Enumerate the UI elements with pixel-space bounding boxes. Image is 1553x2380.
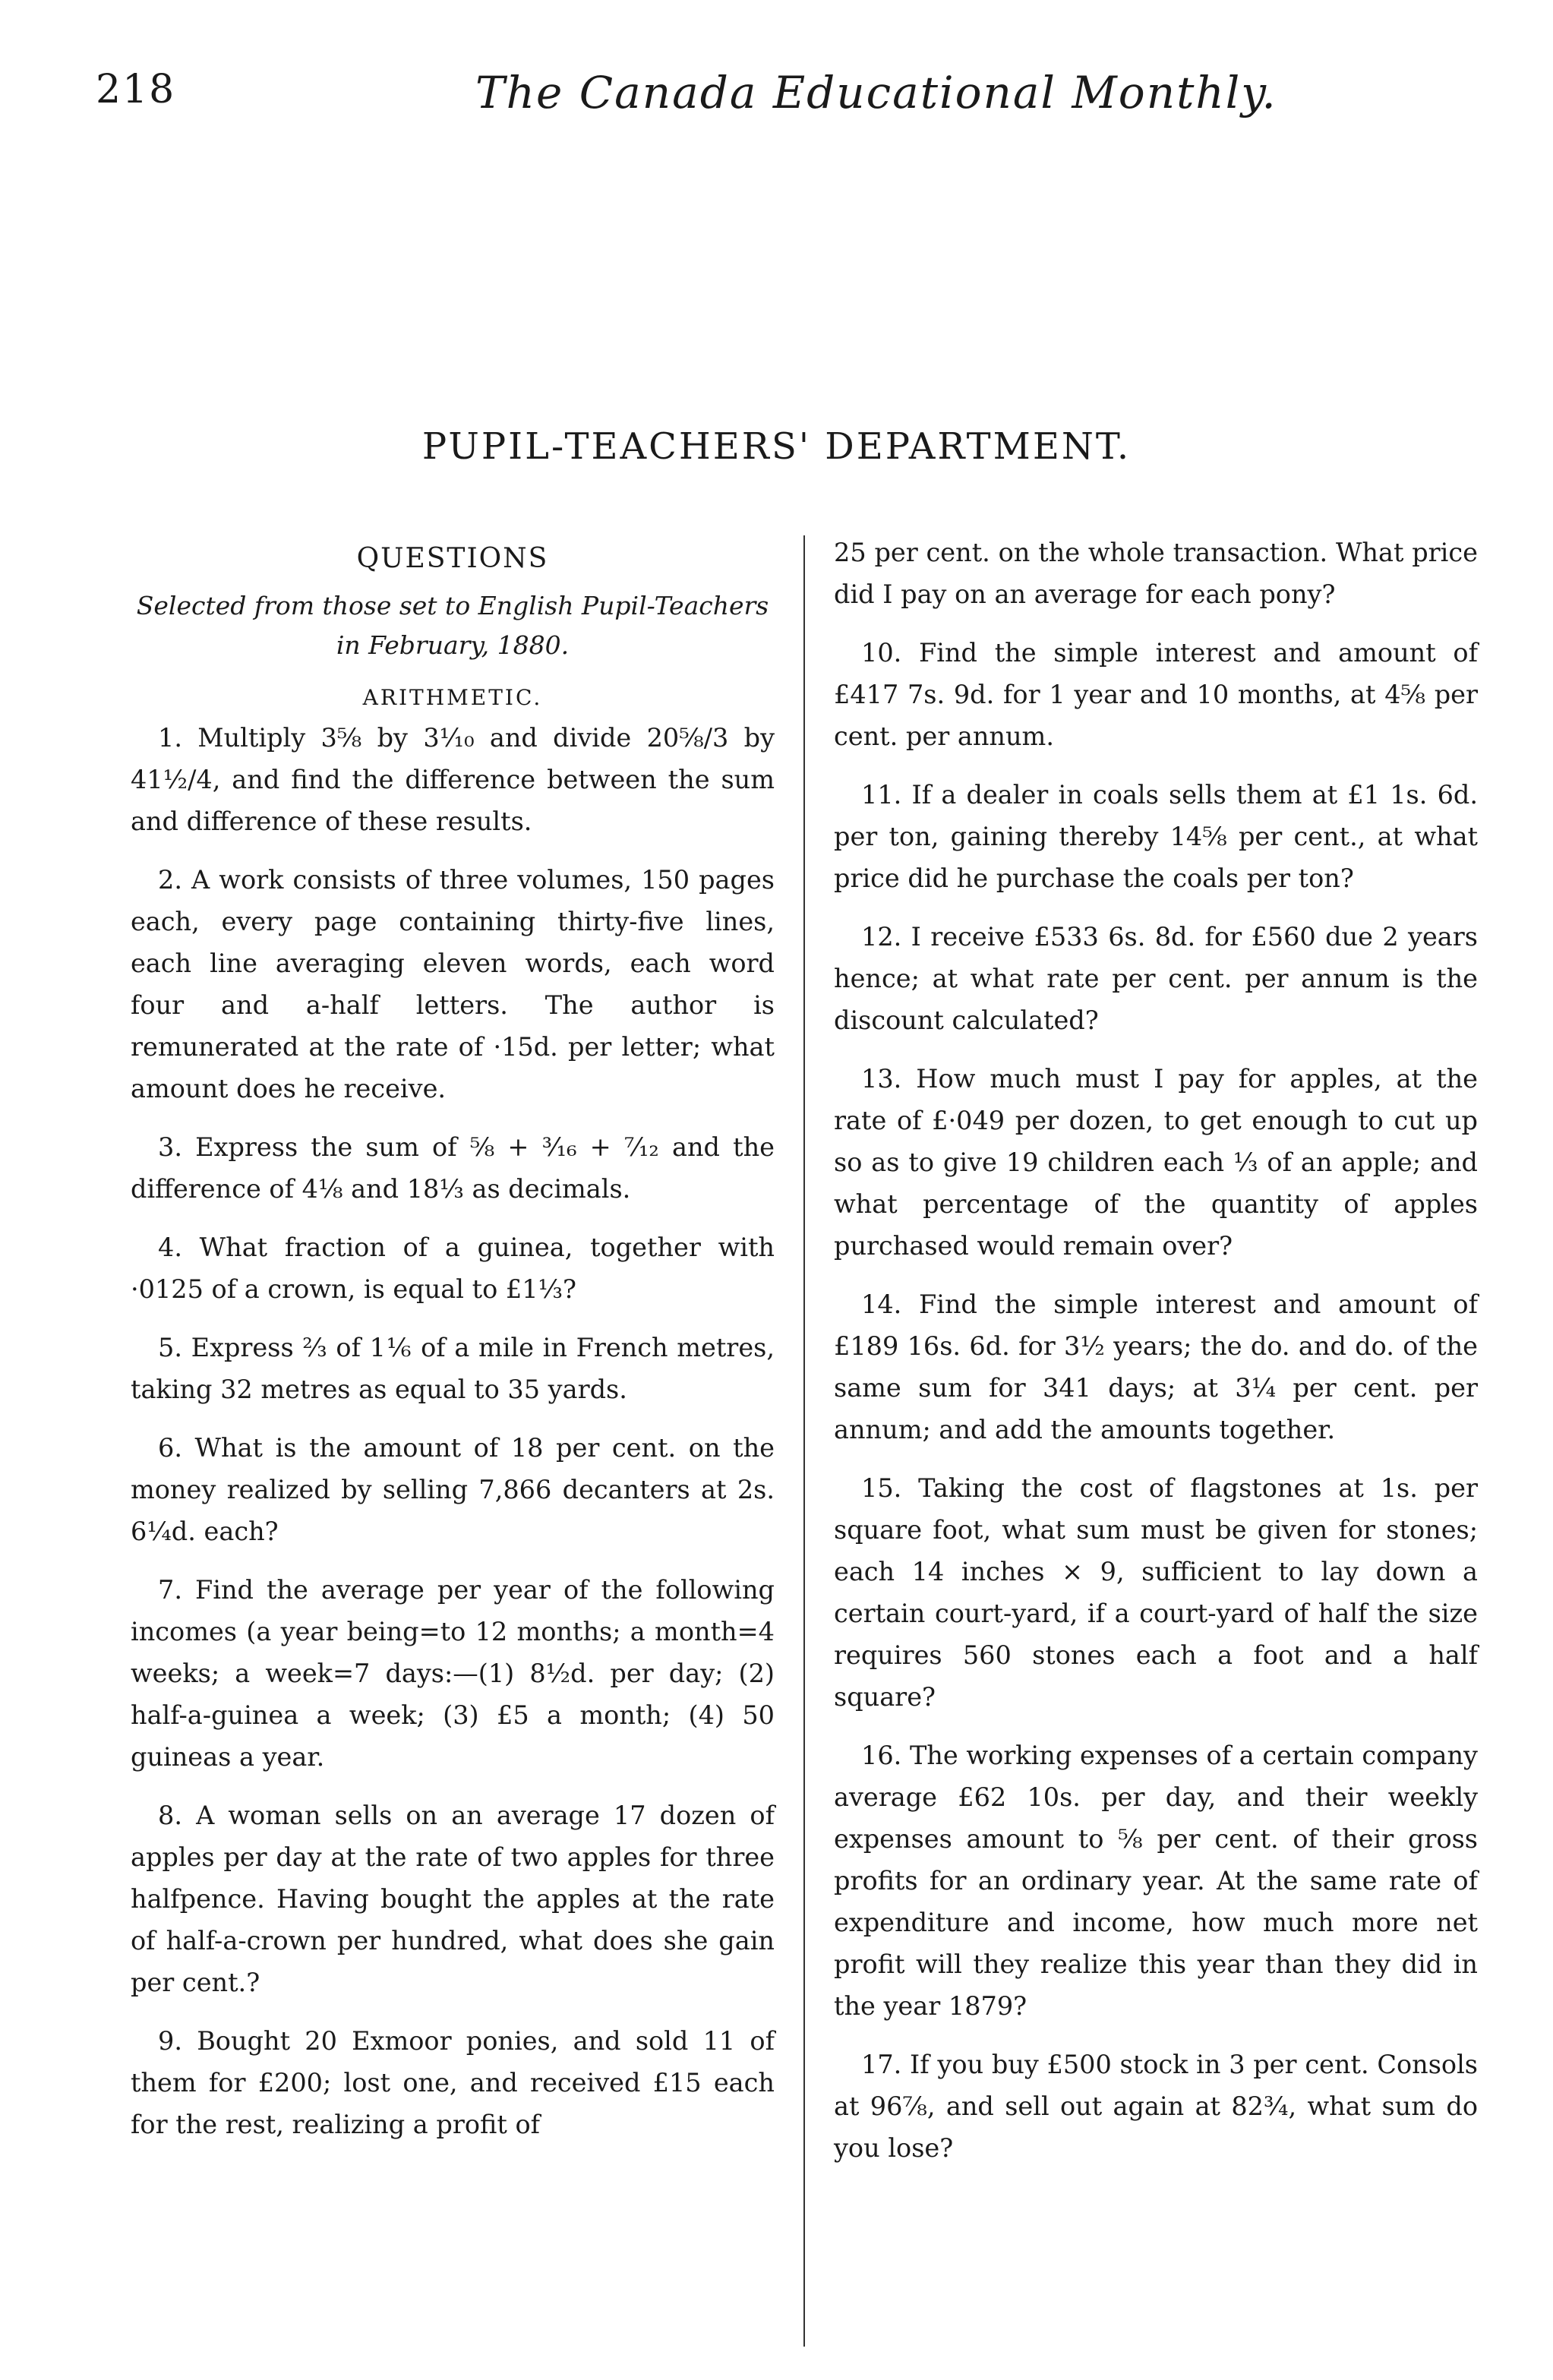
question-13: 13. How much must I pay for apples, at the rate of £·049 per dozen, to get enough to cut up so as to give 19 children each ⅓ of an apple; and what percentage of the quantity of apples purchased would remain over?: [834, 1064, 1478, 1261]
question-10: 10. Find the simple interest and amount of £417 7s. 9d. for 1 year and 10 months, at 4⅝ per cent. per annum.: [834, 638, 1478, 751]
question-5: 5. Express ⅔ of 1⅙ of a mile in French metres, taking 32 metres as equal to 35 yards.: [131, 1333, 775, 1404]
right-column: [834, 532, 1478, 2186]
question-16: 16. The working expenses of a certain company average £62 10s. per day, and their weekly expenses amount to ⅝ per cent. of their gross profits for an ordinary year. At the same rate of expenditure and income, how much more net profit will they realize this year than they did in the year 1879?: [834, 1741, 1478, 2021]
question-17: 17. If you buy £500 stock in 3 per cent. Consols at 96⅞, and sell out again at 82¾, what sum do you lose?: [834, 2050, 1478, 2163]
question-4: 4. What fraction of a guinea, together with ·0125 of a crown, is equal to £1⅓?: [131, 1233, 775, 1304]
question-9-continued: 25 per cent. on the whole transaction. What price did I pay on an average for each pony?: [834, 538, 1478, 609]
question-6: 6. What is the amount of 18 per cent. on the money realized by selling 7,866 decanters at 2s. 6¼d. each?: [131, 1433, 775, 1546]
question-12: 12. I receive £533 6s. 8d. for £560 due 2 years hence; at what rate per cent. per annum is the discount calculated?: [834, 922, 1478, 1035]
questions-heading: QUESTIONS: [356, 543, 549, 574]
question-11: 11. If a dealer in coals sells them at £1 1s. 6d. per ton, gaining thereby 14⅝ per cent., at what price did he purchase the coals per ton?: [834, 780, 1478, 893]
journal-title: The Canada Educational Monthly.: [475, 67, 1277, 118]
question-14: 14. Find the simple interest and amount of £189 16s. 6d. for 3½ years; the do. and do. of the same sum for 341 days; at 3¼ per cent. per annum; and add the amounts together.: [834, 1289, 1478, 1444]
question-8: 8. A woman sells on an average 17 dozen of apples per day at the rate of two apples for three halfpence. Having bought the apples at the rate of half-a-crown per hundred, what does she gain per cent.?: [131, 1801, 775, 1997]
department-title: PUPIL-TEACHERS' DEPARTMENT.: [421, 425, 1132, 468]
column-divider: [803, 535, 805, 2347]
question-9: 9. Bought 20 Exmoor ponies, and sold 11 of them for £200; lost one, and received £15 each for the rest, realizing a profit of: [131, 2026, 775, 2139]
questions-subheading: Selected from those set to English Pupil-Teachers in February, 1880.: [136, 591, 769, 660]
left-column: [131, 532, 775, 2162]
section-title: ARITHMETIC.: [362, 685, 543, 710]
question-3: 3. Express the sum of ⅝ + ³⁄₁₆ + ⁷⁄₁₂ and the difference of 4⅛ and 18⅓ as decimals.: [131, 1132, 775, 1204]
question-1: 1. Multiply 3⅝ by 3¹⁄₁₀ and divide 20⅝/3 by 41½/4, and find the difference between the sum and difference of these results.: [131, 723, 775, 836]
question-2: 2. A work consists of three volumes, 150 pages each, every page containing thirty-five lines, each line averaging eleven words, each word four and a-half letters. The author is remunerated at the rate of ·15d. per letter; what amount does he receive.: [131, 865, 775, 1103]
question-7: 7. Find the average per year of the following incomes (a year being=to 12 months; a month=4 weeks; a week=7 days:—(1) 8½d. per day; (2) half-a-guinea a week; (3) £5 a month; (4) 50 guineas a year.: [131, 1575, 775, 1772]
page-number: 218: [96, 67, 176, 112]
question-15: 15. Taking the cost of flagstones at 1s. per square foot, what sum must be given for stones; each 14 inches × 9, sufficient to lay down a certain court-yard, if a court-yard of half the size requires 560 stones each a foot and a half square?: [834, 1473, 1478, 1712]
running-head: [96, 67, 1485, 128]
